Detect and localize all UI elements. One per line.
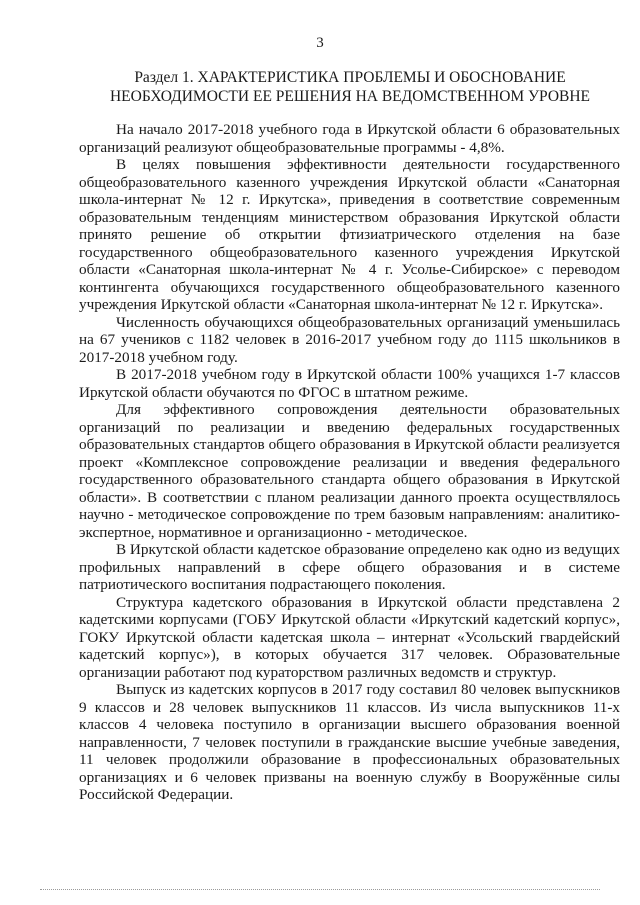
- section-title: [64, 68, 636, 106]
- paragraph-enrollment-start: На начало 2017-2018 учебного года в Иркутской области 6 образовательных организаций реализуют общеобразовательные программы - 4,8%.: [79, 121, 620, 156]
- scan-edge-line: [40, 889, 600, 890]
- body-text: [79, 121, 620, 804]
- paragraph-fgos: В 2017-2018 учебном году в Иркутской области 100% учащихся 1-7 классов Иркутской области обучаются по ФГОС в штатном режиме.: [79, 366, 620, 401]
- paragraph-sanatorium-school: В целях повышения эффективности деятельности государственного общеобразовательного казенного учреждения Иркутской области «Санаторная школа-интернат № 12 г. Иркутска», приведения в соответствие современным образовательным тенденциям министерством образования Иркутской области принято решение об открытии фтизиатрического отделения на базе государственного общеобразовательного казенного учреждения Иркутской области «Санаторная школа-интернат № 4 г. Усолье-Сибирское» с переводом контингента обучающихся государственного общеобразовательного казенного учреждения Иркутской области «Санаторная школа-интернат № 12 г. Иркутска».: [79, 156, 620, 313]
- paragraph-cadet-graduates: Выпуск из кадетских корпусов в 2017 году составил 80 человек выпускников 9 классов и 28 человек выпускников 11 классов. Из числа выпускников 11-х классов 4 человека поступило в организации высшего образования военной направленности, 7 человек поступили в гражданские высшие учебные заведения, 11 человек продолжили образование в профессиональных образовательных организациях и 6 человек призваны на военную службу в Вооружённые силы Российской Федерации.: [79, 681, 620, 803]
- paragraph-cadet-structure: Структура кадетского образования в Иркутской области представлена 2 кадетскими корпусами (ГОБУ Иркутской области «Иркутский кадетский корпус», ГОКУ Иркутской области кадетская школа – интернат «Усольский гвардейский кадетский корпус»), в которых обучается 317 человек. Образовательные организации работают под кураторством различных ведомств и структур.: [79, 593, 620, 681]
- paragraph-student-count: Численность обучающихся общеобразовательных организаций уменьшилась на 67 учеников с 1182 человек в 2016-2017 учебном году до 1115 школьников в 2017-2018 учебном году.: [79, 313, 620, 366]
- paragraph-cadet-education: В Иркутской области кадетское образование определено как одно из ведущих профильных направлений в сфере общего образования и в системе патриотического воспитания подрастающего поколения.: [79, 541, 620, 593]
- section-title-line-2: НЕОБХОДИМОСТИ ЕЕ РЕШЕНИЯ НА ВЕДОМСТВЕННОМ УРОВНЕ: [109, 88, 591, 105]
- section-title-line-1: Раздел 1. ХАРАКТЕРИСТИКА ПРОБЛЕМЫ И ОБОСНОВАНИЕ: [134, 69, 566, 86]
- paragraph-standards-project: Для эффективного сопровождения деятельности образовательных организаций по реализации и введению федеральных государственных образовательных стандартов общего образования в Иркутской области реализуется проект «Комплексное сопровождение реализации и введения федерального государственного образовательного стандарта общего образования в Иркутской области». В соответствии с планом реализации данного проекта осуществлялось научно - методическое сопровождение по трем базовым направлениям: аналитико-экспертное, нормативное и организационно - методическое.: [79, 401, 620, 541]
- page-number: 3: [316, 35, 324, 51]
